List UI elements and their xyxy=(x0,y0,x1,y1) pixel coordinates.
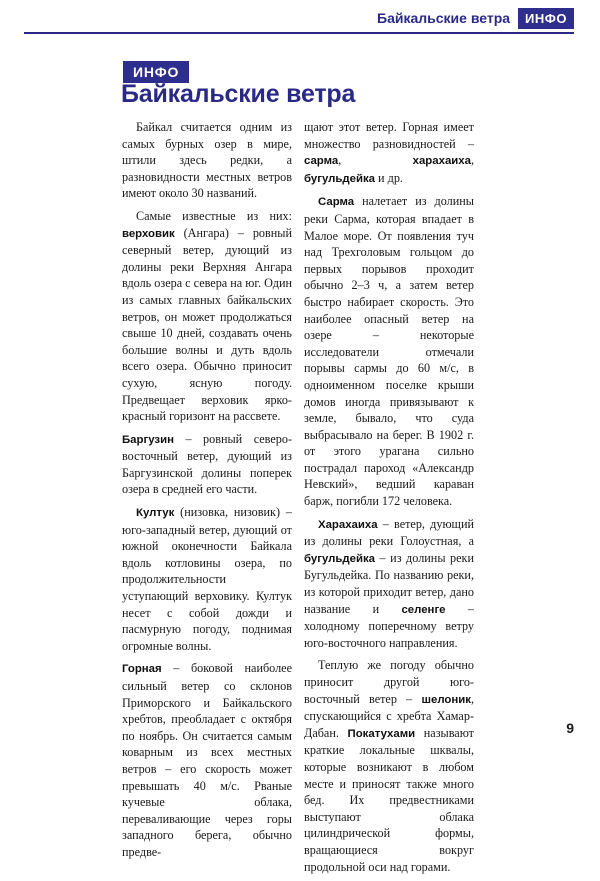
paragraph-intro: Байкал считается одним из самых бурных озер в мире, штили здесь редки, а разновидности местных ветров имеют около 30 названий. xyxy=(122,120,292,201)
term-shelonik: шелоник xyxy=(421,693,471,706)
running-header-badge: ИНФО xyxy=(518,8,574,29)
paragraph-barguzin xyxy=(122,431,292,498)
term-kharakhaikha-heading: Харахаиха xyxy=(318,518,378,531)
article-title: Байкальские ветра xyxy=(121,80,356,108)
text-run: – ровный северо-восточный ветер, дующий из Баргузинской долины поперек озера в средней его части. xyxy=(122,431,292,497)
text-run: Теплую же погоду обычно приносит другой юго-восточный ветер – xyxy=(304,658,474,706)
term-gornaya: Горная xyxy=(122,663,162,676)
term-buguldeyka: бугульдейка xyxy=(304,172,375,185)
text-run: – боковой наиболее сильный ветер со склонов Приморского и Байкальского хребтов, преобладает с октября по ноябрь. Он считается самым коварным из всех местных ветров – его скорость может превышать 40 м/с. Рваные кучевые облака, переваливающие через горы западного берега, обычно предве- xyxy=(122,661,292,859)
text-run: называют краткие локальные шквалы, которые возникают в любом месте и приносят также много бед. Их предвестниками выступают облака цилиндрической формы, вращающиеся вокруг продольной оси над горами. xyxy=(304,725,474,874)
left-column xyxy=(122,119,292,867)
paragraph-gornaya xyxy=(122,660,292,860)
text-run: , спускающийся с хребта Хамар-Дабан. xyxy=(304,691,474,740)
page-number: 9 xyxy=(566,720,574,736)
term-kharakhaikha: харахаиха xyxy=(412,155,471,168)
text-run: Самые известные из них: xyxy=(136,208,292,223)
right-column xyxy=(304,119,474,881)
text-run: – из долины реки Бугульдейка. По названию реки, из которой приходит ветер, дано название и xyxy=(304,550,474,616)
term-barguzin: Баргузин xyxy=(122,433,174,446)
text-run: налетает из долины реки Сарма, которая впадает в Малое море. От появления туч над Трехголовым гольцом до первых порывов проходит обычно 2–3 ч, а затем ветер быстро набирает скорость. Это наиболее опасный ветер на озере – некоторые исследователи отмечали порывы сармы до 60 м/с, в одноименном поселке крыши домов иногда привязывают к земле, бывало, что суда выбрасывало на берег. В 1902 г. от этого урагана сильно пострадал пароход «Александр Невский», ведший караван барж, погибли 172 человека. xyxy=(304,194,474,509)
text-run: , xyxy=(338,153,413,168)
text-run: и др. xyxy=(375,170,403,185)
paragraph-sarma xyxy=(304,193,474,509)
term-sarma: сарма xyxy=(304,155,339,168)
text-run: (Ангара) – ровный северный ветер, дующий из долины реки Верхняя Ангара вдоль озера с севера на юг. Один из самых главных байкальских ветров, он может продолжаться свыше 10 дней, создавать очень большие волны и дуть вдоль всего озера. Обычно приносит сухую, ясную погоду. Предвещает верховик ярко-красный горизонт на рассвете. xyxy=(122,225,292,424)
text-run: , xyxy=(470,153,474,168)
term-buguldeyka-heading: бугульдейка xyxy=(304,552,375,565)
term-pokatukhi: Покатухами xyxy=(347,727,416,740)
paragraph-kharakhaikha xyxy=(304,516,474,652)
term-selenge: селенге xyxy=(401,603,446,616)
paragraph-verkhovik xyxy=(122,208,292,425)
text-run: – ветер, дующий из долины реки Голоустная, а xyxy=(304,516,474,549)
running-header-title: Байкальские ветра xyxy=(377,10,511,26)
paragraph-gornaya-continued xyxy=(304,119,474,187)
section-badge: ИНФО xyxy=(123,61,189,83)
paragraph-shelonik xyxy=(304,657,474,875)
running-header xyxy=(377,6,574,30)
text-run: (низовка, низовик) – юго-западный ветер, дующий от южной оконечности Байкала вдоль котловины озера, по продолжительности уступающий верховику. Култук несет с собой дожди и пасмурную погоду, поднимая огромные волны. xyxy=(122,505,292,653)
header-rule xyxy=(24,32,574,34)
term-sarma-heading: Сарма xyxy=(318,196,355,209)
term-kultuk: Култук xyxy=(136,507,175,520)
term-verkhovik: верховик xyxy=(122,227,175,240)
paragraph-kultuk xyxy=(122,504,292,654)
text-run: – холодному поперечному ветру юго-восточного направления. xyxy=(304,601,474,650)
text-run: щают этот ветер. Горная имеет множество разновидностей – xyxy=(304,120,474,151)
